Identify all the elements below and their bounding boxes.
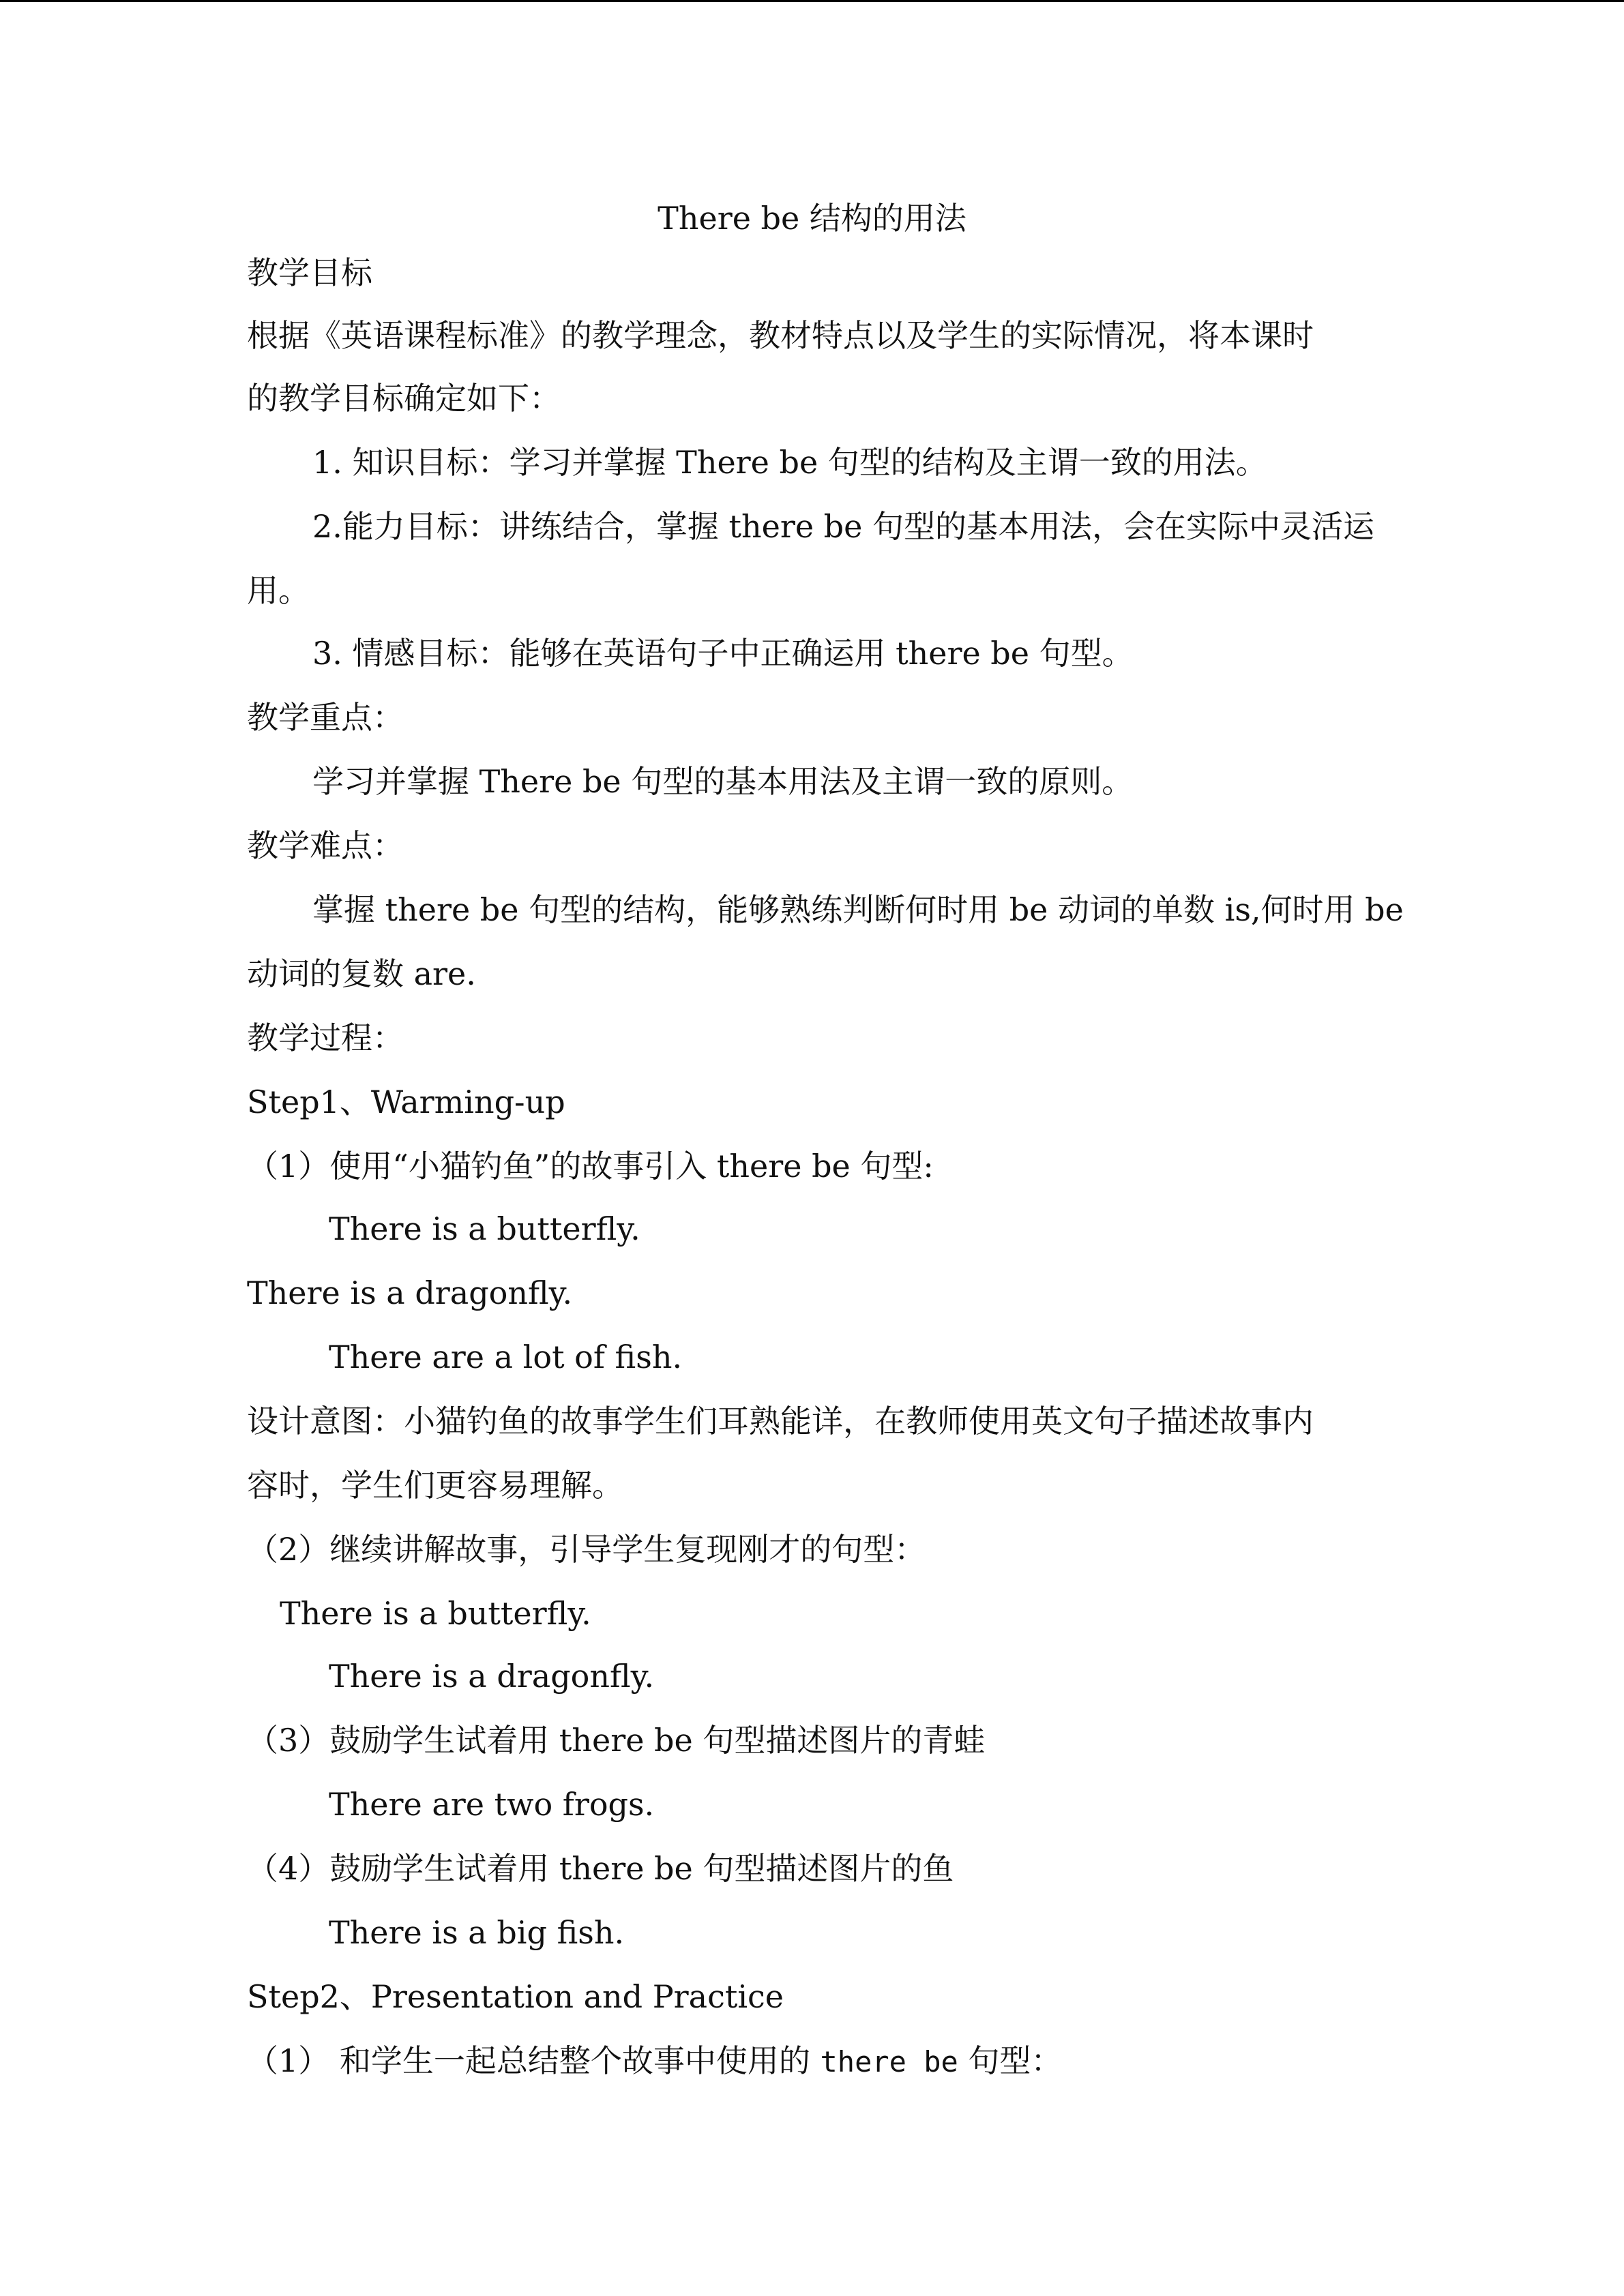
heading-key-points: 教学重点：	[247, 699, 404, 736]
paragraph-line: 的教学目标确定如下：	[247, 380, 561, 417]
example-sentence: There is a big fish.	[329, 1914, 625, 1951]
example-sentence: There are two frogs.	[329, 1786, 655, 1823]
paragraph-line: 根据《英语课程标准》的教学理念，教材特点以及学生的实际情况，将本课时	[247, 317, 1314, 354]
goal-item-emotion: 3. 情感目标：能够在英语句子中正确运用 there be 句型。	[312, 635, 1134, 672]
paragraph-line: 学习并掌握 There be 句型的基本用法及主谓一致的原则。	[312, 763, 1134, 800]
step-item: （2）继续讲解故事，引导学生复现刚才的句型：	[247, 1531, 926, 1568]
step-heading: Step2、Presentation and Practice	[247, 1978, 784, 2015]
example-sentence: There is a dragonfly.	[329, 1658, 655, 1695]
document-title: There be 结构的用法	[658, 200, 966, 237]
step-item-suffix: 句型：	[958, 2042, 1063, 2079]
example-sentence: There are a lot of fish.	[329, 1339, 683, 1375]
goal-item-ability: 2.能力目标：讲练结合，掌握 there be 句型的基本用法，会在实际中灵活运	[312, 508, 1374, 545]
step-heading: Step1、Warming-up	[247, 1084, 565, 1120]
step-item-code: there be	[820, 2045, 958, 2078]
example-sentence: There is a butterfly.	[329, 1210, 640, 1247]
paragraph-line: 掌握 there be 句型的结构，能够熟练判断何时用 be 动词的单数 is,何时用 be	[312, 891, 1404, 928]
step-item: （3）鼓励学生试着用 there be 句型描述图片的青蛙	[247, 1722, 986, 1759]
heading-teaching-process: 教学过程：	[247, 1019, 404, 1056]
paragraph-line: 设计意图：小猫钓鱼的故事学生们耳熟能详，在教师使用英文句子描述故事内	[247, 1403, 1314, 1440]
paragraph-line: 容时，学生们更容易理解。	[247, 1467, 623, 1504]
step-item	[247, 2040, 1062, 2081]
example-sentence: There is a butterfly.	[280, 1595, 591, 1632]
step-item-prefix: （1） 和学生一起总结整个故事中使用的	[247, 2042, 821, 2079]
step-item: （4）鼓励学生试着用 there be 句型描述图片的鱼	[247, 1850, 954, 1887]
example-sentence: There is a dragonfly.	[247, 1274, 573, 1311]
heading-teaching-goals: 教学目标	[247, 254, 372, 291]
step-item: （1）使用“小猫钓鱼”的故事引入 there be 句型:	[247, 1148, 934, 1184]
paragraph-line: 用。	[247, 572, 310, 609]
goal-item-knowledge: 1. 知识目标：学习并掌握 There be 句型的结构及主谓一致的用法。	[312, 444, 1267, 481]
heading-difficulties: 教学难点：	[247, 827, 404, 864]
paragraph-line: 动词的复数 are.	[247, 955, 476, 992]
